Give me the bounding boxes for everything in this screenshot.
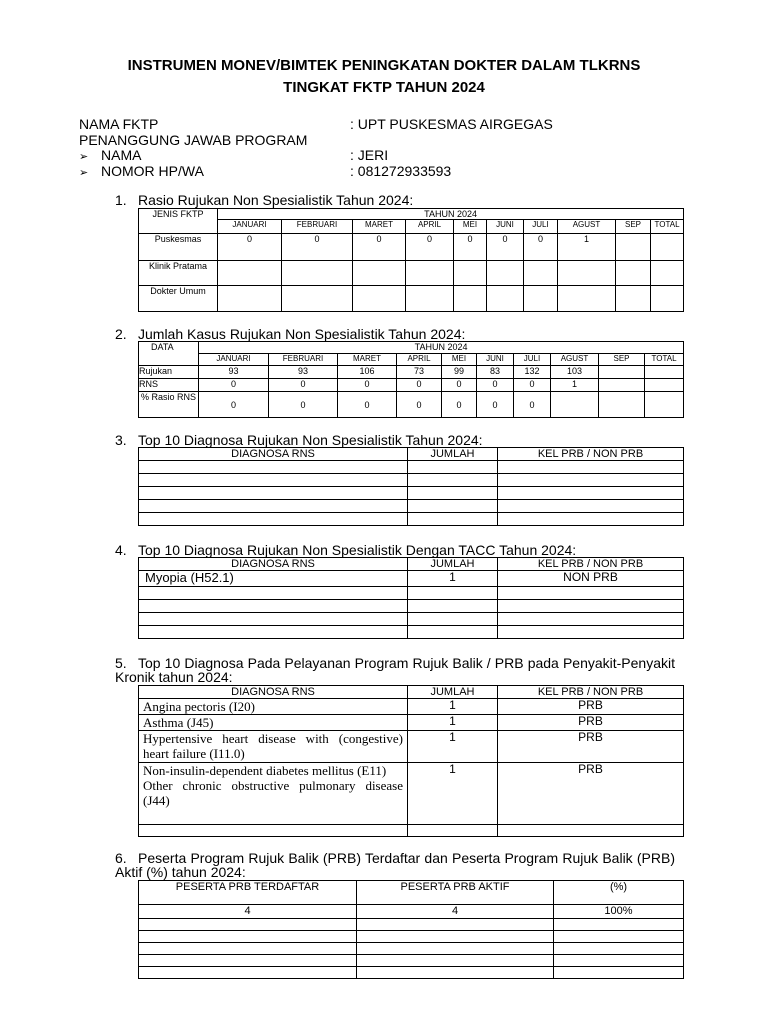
table-cell xyxy=(408,513,498,526)
table-cell xyxy=(139,825,408,837)
table-cell: 0 xyxy=(397,392,442,418)
table-cell xyxy=(651,286,684,312)
table-cell: 0 xyxy=(338,392,397,418)
table-cell xyxy=(357,955,554,967)
header-jenis-fktp: JENIS FKTP xyxy=(139,209,218,234)
table-cell xyxy=(651,261,684,286)
table-cell: 0 xyxy=(514,392,551,418)
table-cell xyxy=(651,234,684,261)
table-cell xyxy=(554,919,684,931)
section-2-title: Jumlah Kasus Rujukan Non Spesialistik Tahun 2024: xyxy=(138,326,466,342)
info-row-nama-fktp xyxy=(79,116,553,133)
hp-label: NOMOR HP/WA xyxy=(101,162,204,179)
table-row xyxy=(139,379,684,392)
table-cell xyxy=(139,461,408,474)
table-row xyxy=(139,487,684,500)
table-cell xyxy=(616,234,651,261)
table-cell: 0 xyxy=(269,379,338,392)
table-row xyxy=(139,943,684,955)
header-diagnosa: DIAGNOSA RNS xyxy=(139,558,408,571)
month-header: JANUARI xyxy=(199,354,269,366)
table-row xyxy=(139,699,684,715)
table-row xyxy=(139,825,684,837)
table-cell xyxy=(498,613,684,626)
table-cell xyxy=(139,600,408,613)
month-header: TOTAL xyxy=(651,220,684,234)
nama-value: : JERI xyxy=(350,147,389,163)
penanggung-jawab-label: PENANGGUNG JAWAB PROGRAM xyxy=(79,131,308,148)
section-4-heading: 4. Top 10 Diagnosa Rujukan Non Spesialistik Dengan TACC Tahun 2024: xyxy=(115,542,577,558)
table-cell: 0 xyxy=(514,379,551,392)
header-diagnosa: DIAGNOSA RNS xyxy=(139,686,408,699)
table-cell: 0 xyxy=(406,234,454,261)
header-peserta-terdaftar: PESERTA PRB TERDAFTAR xyxy=(139,881,357,905)
header-jumlah: JUMLAH xyxy=(408,558,498,571)
table-row xyxy=(139,955,684,967)
table-cell xyxy=(554,931,684,943)
section-4-title: Top 10 Diagnosa Rujukan Non Spesialistik Dengan TACC Tahun 2024: xyxy=(138,542,577,558)
table-cell: 0 xyxy=(353,234,406,261)
table-cell: 106 xyxy=(338,366,397,379)
month-header: MARET xyxy=(338,354,397,366)
table-cell: 0 xyxy=(199,379,269,392)
arrow-bullet-icon: ➢ xyxy=(79,166,89,179)
table-cell xyxy=(139,500,408,513)
table-top10-diagnosa-prb xyxy=(138,685,684,837)
table-row xyxy=(139,905,684,919)
table-cell xyxy=(353,286,406,312)
table-cell xyxy=(498,461,684,474)
nama-fktp-value: : UPT PUSKESMAS AIRGEGAS xyxy=(350,116,553,132)
table-row xyxy=(139,587,684,600)
month-header: FEBRUARI xyxy=(282,220,353,234)
section-6-title: Peserta Program Rujuk Balik (PRB) Terdaftar dan Peserta Program Rujuk Balik (PRB) Aktif (%) tahun 2024: xyxy=(115,850,675,880)
header-persen: (%) xyxy=(554,881,684,905)
nama-fktp-label: NAMA FKTP xyxy=(79,116,159,132)
document-title-line-2: TINGKAT FKTP TAHUN 2024 xyxy=(283,79,485,96)
section-1-title: Rasio Rujukan Non Spesialistik Tahun 2024: xyxy=(138,192,414,208)
table-cell xyxy=(498,474,684,487)
table-row xyxy=(139,600,684,613)
terdaftar-cell: 4 xyxy=(139,905,357,919)
table-row xyxy=(139,474,684,487)
diagnosa-cell: Angina pectoris (I20) xyxy=(139,699,408,715)
table-cell xyxy=(599,392,645,418)
arrow-bullet-icon: ➢ xyxy=(79,151,89,163)
table-cell xyxy=(498,500,684,513)
persen-cell: 100% xyxy=(554,905,684,919)
month-header: AGUST xyxy=(558,220,616,234)
table-cell xyxy=(558,261,616,286)
header-kel-prb: KEL PRB / NON PRB xyxy=(498,448,684,461)
table-row xyxy=(139,500,684,513)
table-cell xyxy=(599,366,645,379)
document-title-line-1: INSTRUMEN MONEV/BIMTEK PENINGKATAN DOKTER DALAM TLKRNS xyxy=(127,57,641,74)
header-kel-prb: KEL PRB / NON PRB xyxy=(498,686,684,699)
row-label: Rujukan xyxy=(139,366,199,379)
table-cell xyxy=(616,261,651,286)
table-cell: 1 xyxy=(551,379,599,392)
header-jumlah: JUMLAH xyxy=(408,448,498,461)
section-1-heading: 1. Rasio Rujukan Non Spesialistik Tahun 2024: xyxy=(115,192,414,208)
table-cell xyxy=(645,366,684,379)
table-cell xyxy=(353,261,406,286)
row-label: Klinik Pratama xyxy=(139,261,218,286)
section-3-title: Top 10 Diagnosa Rujukan Non Spesialistik Tahun 2024: xyxy=(138,432,483,448)
table-cell: 0 xyxy=(477,392,514,418)
table-peserta-prb xyxy=(138,880,684,979)
table-cell xyxy=(357,931,554,943)
header-diagnosa: DIAGNOSA RNS xyxy=(139,448,408,461)
row-label: Puskesmas xyxy=(139,234,218,261)
month-header: JUNI xyxy=(477,354,514,366)
table-cell xyxy=(408,474,498,487)
table-row xyxy=(139,967,684,979)
diagnosa-line: Non-insulin-dependent diabetes mellitus (E11) xyxy=(143,763,387,778)
table-cell xyxy=(524,261,558,286)
table-cell: 0 xyxy=(338,379,397,392)
diagnosa-cell: Myopia (H52.1) xyxy=(139,571,408,587)
table-cell xyxy=(551,392,599,418)
table-row xyxy=(139,731,684,763)
table-cell xyxy=(498,587,684,600)
table-cell: 0 xyxy=(454,234,487,261)
month-header: TOTAL xyxy=(645,354,684,366)
table-cell: 99 xyxy=(442,366,477,379)
table-cell xyxy=(408,626,498,639)
table-cell xyxy=(282,261,353,286)
section-5-heading: 5. Top 10 Diagnosa Pada Pelayanan Program Rujuk Balik / PRB pada Penyakit-Penyakit Kronik tahun 2024: xyxy=(115,655,675,685)
info-block xyxy=(79,116,553,179)
row-label: Dokter Umum xyxy=(139,286,218,312)
table-cell: 0 xyxy=(199,392,269,418)
table-cell: 0 xyxy=(282,234,353,261)
table-row xyxy=(139,613,684,626)
info-row-nama xyxy=(79,147,389,164)
table-cell: 0 xyxy=(524,234,558,261)
table-cell: 0 xyxy=(269,392,338,418)
table-row xyxy=(139,931,684,943)
table-top10-diagnosa-tacc xyxy=(138,557,684,639)
diagnosa-line: Other chronic obstructive pulmonary disease (J44) xyxy=(143,778,403,808)
month-header: JUNI xyxy=(487,220,524,234)
table-cell xyxy=(408,461,498,474)
month-header: APRIL xyxy=(406,220,454,234)
table-row xyxy=(139,571,684,587)
table-cell xyxy=(487,261,524,286)
table-cell xyxy=(218,261,282,286)
table-row xyxy=(139,366,684,379)
table-jumlah-kasus-rujukan xyxy=(138,341,684,418)
table-cell xyxy=(282,286,353,312)
table-cell xyxy=(408,613,498,626)
table-cell xyxy=(558,286,616,312)
table-cell xyxy=(406,286,454,312)
table-row xyxy=(139,286,684,312)
table-cell xyxy=(454,261,487,286)
table-cell: 83 xyxy=(477,366,514,379)
table-cell xyxy=(139,967,357,979)
jumlah-cell: 1 xyxy=(408,731,498,763)
table-row xyxy=(139,626,684,639)
table-row xyxy=(139,261,684,286)
table-row xyxy=(139,919,684,931)
table-cell xyxy=(408,487,498,500)
hp-value: : 081272933593 xyxy=(350,162,452,179)
month-header: MARET xyxy=(353,220,406,234)
table-cell xyxy=(139,955,357,967)
section-5-title: Top 10 Diagnosa Pada Pelayanan Program Rujuk Balik / PRB pada Penyakit-Penyakit Kronik tahun 2024: xyxy=(115,655,675,685)
table-cell: 0 xyxy=(477,379,514,392)
table-rasio-rujukan xyxy=(138,208,684,312)
table-cell: 0 xyxy=(442,392,477,418)
table-cell xyxy=(408,587,498,600)
kel-cell: PRB xyxy=(498,763,684,825)
diagnosa-cell xyxy=(139,763,408,825)
info-row-penanggung-jawab xyxy=(79,133,307,149)
table-cell xyxy=(406,261,454,286)
aktif-cell: 4 xyxy=(357,905,554,919)
month-header: MEI xyxy=(454,220,487,234)
table-cell: 103 xyxy=(551,366,599,379)
table-cell xyxy=(139,613,408,626)
jumlah-cell: 1 xyxy=(408,571,498,587)
table-cell xyxy=(139,919,357,931)
table-cell: 132 xyxy=(514,366,551,379)
kel-cell: NON PRB xyxy=(498,571,684,587)
nama-label: NAMA xyxy=(101,147,142,163)
table-cell xyxy=(487,286,524,312)
table-cell xyxy=(498,600,684,613)
table-cell xyxy=(616,286,651,312)
table-cell: 0 xyxy=(218,234,282,261)
header-kel-prb: KEL PRB / NON PRB xyxy=(498,558,684,571)
month-header: SEP xyxy=(599,354,645,366)
table-cell xyxy=(498,513,684,526)
info-row-hp xyxy=(79,162,452,180)
table-cell xyxy=(139,931,357,943)
month-header: FEBRUARI xyxy=(269,354,338,366)
table-cell: 73 xyxy=(397,366,442,379)
table-cell xyxy=(218,286,282,312)
table-cell xyxy=(498,825,684,837)
month-header: JANUARI xyxy=(218,220,282,234)
table-cell: 0 xyxy=(442,379,477,392)
kel-cell: PRB xyxy=(498,731,684,763)
table-cell xyxy=(408,825,498,837)
month-header: JULI xyxy=(524,220,558,234)
table-cell xyxy=(139,474,408,487)
table-cell xyxy=(139,943,357,955)
table-cell xyxy=(524,286,558,312)
table-cell: 1 xyxy=(558,234,616,261)
kel-cell: PRB xyxy=(498,715,684,731)
table-cell xyxy=(645,379,684,392)
kel-cell: PRB xyxy=(498,699,684,715)
table-row xyxy=(139,763,684,825)
diagnosa-cell: Asthma (J45) xyxy=(139,715,408,731)
table-cell xyxy=(139,487,408,500)
section-3-heading: 3. Top 10 Diagnosa Rujukan Non Spesialistik Tahun 2024: xyxy=(115,432,483,448)
header-data: DATA xyxy=(139,342,199,366)
month-header: AGUST xyxy=(551,354,599,366)
diagnosa-cell: Hypertensive heart disease with (congestive) heart failure (I11.0) xyxy=(139,731,408,763)
table-row xyxy=(139,461,684,474)
table-cell xyxy=(554,955,684,967)
table-cell xyxy=(139,587,408,600)
month-header: APRIL xyxy=(397,354,442,366)
jumlah-cell: 1 xyxy=(408,763,498,825)
month-header: JULI xyxy=(514,354,551,366)
table-cell: 0 xyxy=(487,234,524,261)
table-cell: 93 xyxy=(199,366,269,379)
table-row xyxy=(139,234,684,261)
table-cell xyxy=(645,392,684,418)
row-label: RNS xyxy=(139,379,199,392)
section-6-heading: 6. Peserta Program Rujuk Balik (PRB) Terdaftar dan Peserta Program Rujuk Balik (PRB) Aktif (%) tahun 2024: xyxy=(115,850,675,880)
table-cell xyxy=(498,626,684,639)
table-row xyxy=(139,392,684,418)
table-cell xyxy=(357,919,554,931)
table-cell xyxy=(139,626,408,639)
header-tahun: TAHUN 2024 xyxy=(218,209,684,220)
table-row xyxy=(139,513,684,526)
header-jumlah: JUMLAH xyxy=(408,686,498,699)
table-cell xyxy=(357,967,554,979)
table-cell: 93 xyxy=(269,366,338,379)
month-header: SEP xyxy=(616,220,651,234)
month-header: MEI xyxy=(442,354,477,366)
jumlah-cell: 1 xyxy=(408,715,498,731)
table-top10-diagnosa-rns xyxy=(138,447,684,526)
table-cell xyxy=(454,286,487,312)
table-cell: 0 xyxy=(397,379,442,392)
table-cell xyxy=(554,943,684,955)
table-row xyxy=(139,715,684,731)
table-cell xyxy=(498,487,684,500)
table-cell xyxy=(408,600,498,613)
row-label: % Rasio RNS xyxy=(139,392,199,418)
table-cell xyxy=(357,943,554,955)
table-cell xyxy=(139,513,408,526)
header-peserta-aktif: PESERTA PRB AKTIF xyxy=(357,881,554,905)
section-2-heading: 2. Jumlah Kasus Rujukan Non Spesialistik Tahun 2024: xyxy=(115,326,466,342)
header-tahun: TAHUN 2024 xyxy=(199,342,684,354)
jumlah-cell: 1 xyxy=(408,699,498,715)
table-cell xyxy=(408,500,498,513)
table-cell xyxy=(599,379,645,392)
table-cell xyxy=(554,967,684,979)
